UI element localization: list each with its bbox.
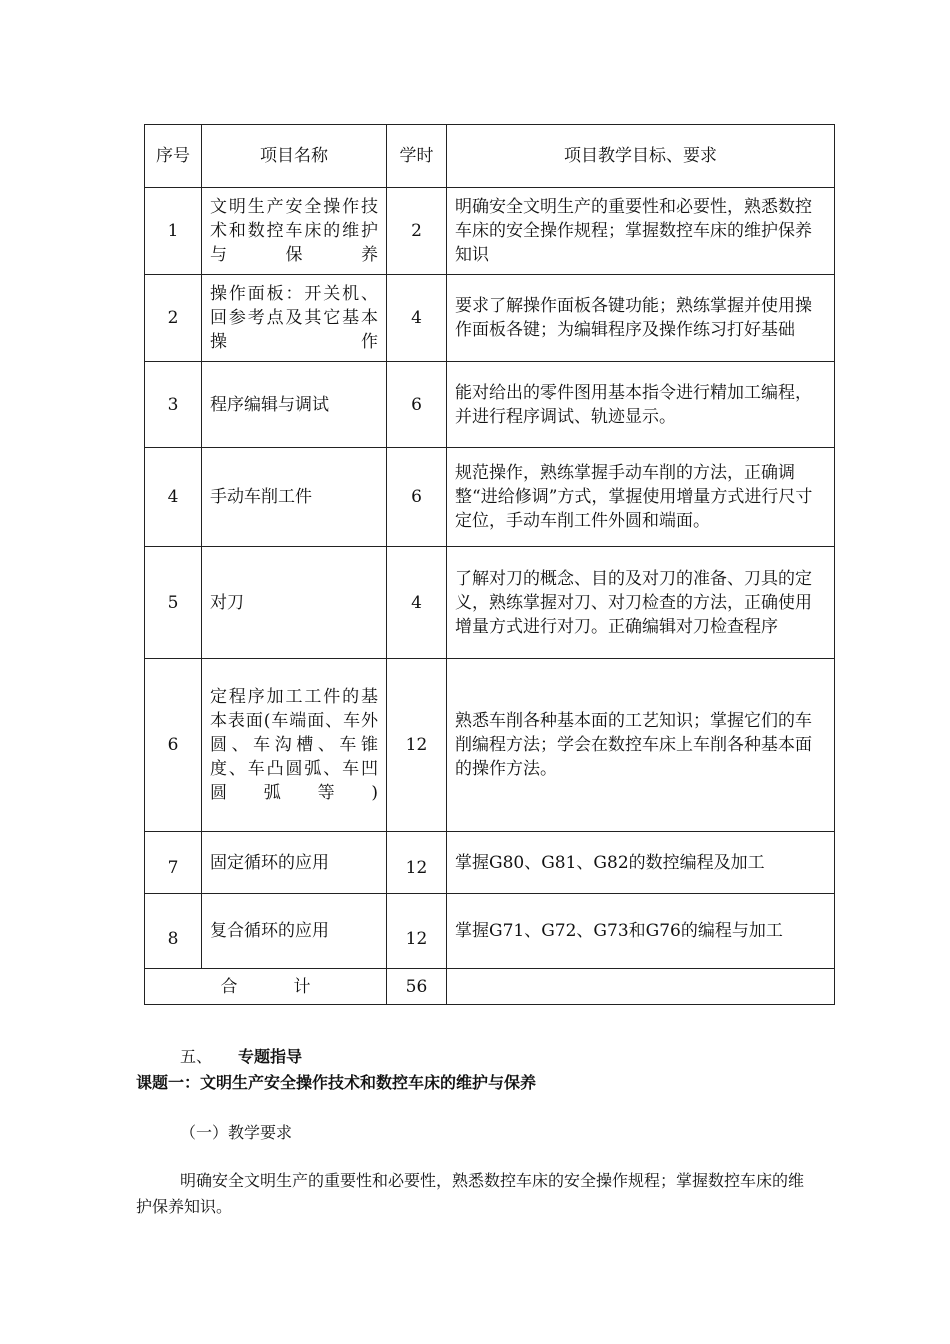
row-goal: 掌握G71、G72、G73和G76的编程与加工	[447, 894, 835, 969]
table-row	[145, 832, 835, 894]
row-hours: 4	[387, 275, 447, 362]
row-goal: 能对给出的零件图用基本指令进行精加工编程，并进行程序调试、轨迹显示。	[447, 362, 835, 448]
row-number: 3	[145, 362, 202, 448]
header-name: 项目名称	[202, 125, 387, 188]
total-hours: 56	[387, 969, 447, 1005]
row-name: 定程序加工工件的基本表面(车端面、车外圆、车沟槽、车锥度、车凸圆弧、车凹圆弧等)	[202, 659, 387, 832]
row-hours: 4	[387, 547, 447, 659]
header-number: 序号	[145, 125, 202, 188]
row-name: 程序编辑与调试	[202, 362, 387, 448]
row-number: 6	[145, 659, 202, 832]
row-number: 2	[145, 275, 202, 362]
total-label	[145, 969, 387, 1005]
table-total-row	[145, 969, 835, 1005]
syllabus-table	[144, 124, 835, 1005]
table-row	[145, 275, 835, 362]
section-heading	[180, 1044, 302, 1067]
row-name: 固定循环的应用	[202, 832, 387, 894]
row-goal: 要求了解操作面板各键功能；熟练掌握并使用操作面板各键；为编辑程序及操作练习打好基础	[447, 275, 835, 362]
header-hours: 学时	[387, 125, 447, 188]
row-hours: 12	[387, 659, 447, 832]
row-goal: 明确安全文明生产的重要性和必要性，熟悉数控车床的安全操作规程；掌握数控车床的维护保养知识	[447, 188, 835, 275]
row-number: 1	[145, 188, 202, 275]
section-title: 专题指导	[238, 1047, 303, 1066]
row-number: 8	[145, 894, 202, 969]
row-hours: 12	[387, 832, 447, 894]
row-name: 操作面板：开关机、回参考点及其它基本操作	[202, 275, 387, 362]
table-row	[145, 362, 835, 448]
row-hours: 6	[387, 448, 447, 547]
row-name: 手动车削工件	[202, 448, 387, 547]
table-header-row	[145, 125, 835, 188]
sub-heading: （一）教学要求	[180, 1123, 293, 1142]
row-goal: 熟悉车削各种基本面的工艺知识；掌握它们的车削编程方法；学会在数控车床上车削各种基本面的操作方法。	[447, 659, 835, 832]
section-number: 五、	[180, 1047, 213, 1066]
row-number: 7	[145, 832, 202, 894]
row-name: 复合循环的应用	[202, 894, 387, 969]
row-goal: 了解对刀的概念、目的及对刀的准备、刀具的定义，熟练掌握对刀、对刀检查的方法，正确使用增量方式进行对刀。正确编辑对刀检查程序	[447, 547, 835, 659]
total-label-left: 合	[220, 976, 238, 997]
row-goal: 掌握G80、G81、G82的数控编程及加工	[447, 832, 835, 894]
row-goal: 规范操作，熟练掌握手动车削的方法，正确调整“进给修调”方式，掌握使用增量方式进行尺寸定位，手动车削工件外圆和端面。	[447, 448, 835, 547]
topic-title: 课题一：文明生产安全操作技术和数控车床的维护与保养	[136, 1073, 537, 1092]
table-row	[145, 547, 835, 659]
table-row	[145, 659, 835, 832]
row-number: 4	[145, 448, 202, 547]
row-name: 文明生产安全操作技术和数控车床的维护与保养	[202, 188, 387, 275]
total-label-right: 计	[293, 976, 311, 997]
row-hours: 12	[387, 894, 447, 969]
table-row	[145, 448, 835, 547]
row-hours: 2	[387, 188, 447, 275]
header-goal: 项目教学目标、要求	[447, 125, 835, 188]
row-hours: 6	[387, 362, 447, 448]
row-number: 5	[145, 547, 202, 659]
table-row	[145, 188, 835, 275]
total-empty-cell	[447, 969, 835, 1005]
table-row	[145, 894, 835, 969]
row-name: 对刀	[202, 547, 387, 659]
body-paragraph: 明确安全文明生产的重要性和必要性，熟悉数控车床的安全操作规程；掌握数控车床的维护保养知识。	[136, 1171, 805, 1216]
